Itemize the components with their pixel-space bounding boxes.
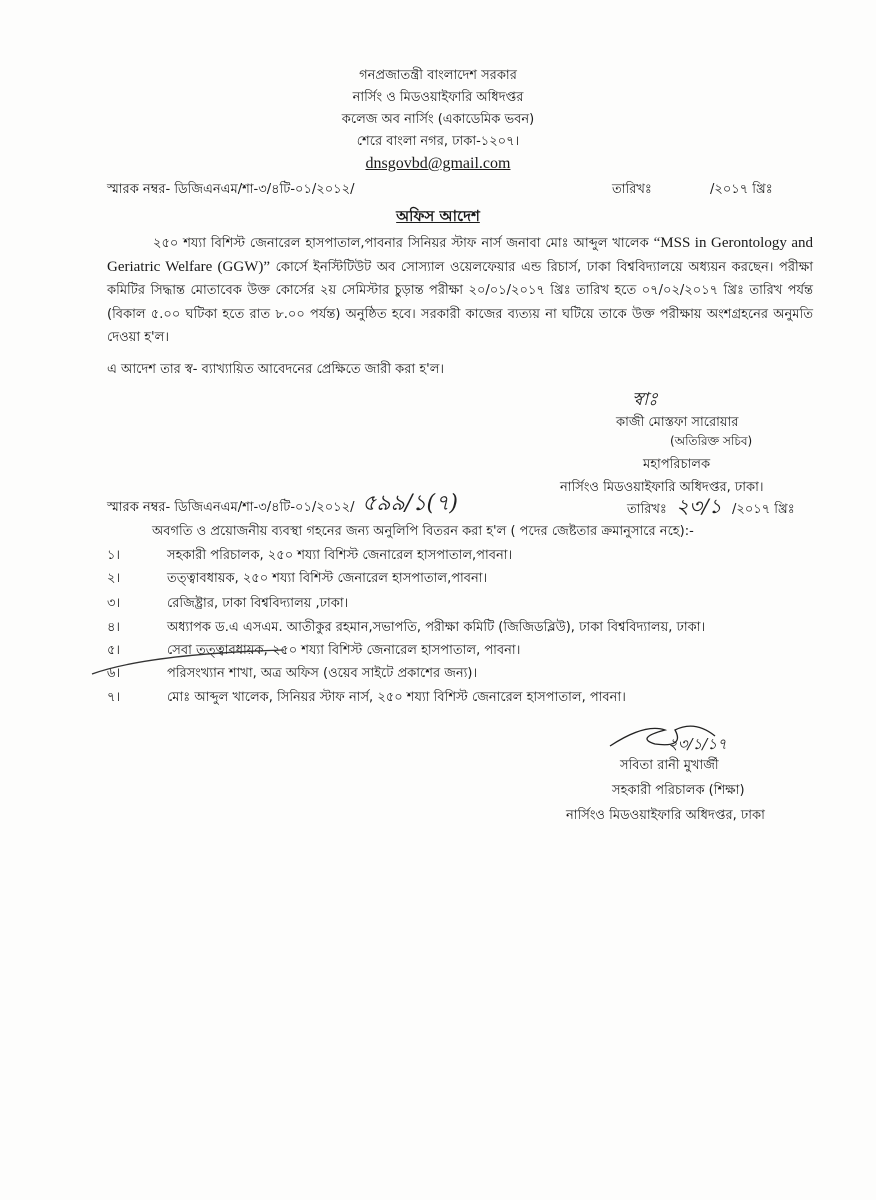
signatory-2-designation: সহকারী পরিচালক (শিক্ষা) [612, 783, 745, 798]
item-text: রেজিষ্ট্রার, ঢাকা বিশ্ববিদ্যালয় ,ঢাকা। [167, 596, 349, 611]
item-text: পরিসংখ্যান শাখা, অত্র অফিস (ওয়েব সাইটে প্রকাশের জন্য)। [167, 666, 478, 681]
item-number: ৬। [107, 666, 121, 681]
memo-2-number: স্মারক নম্বর- ডিজিএনএম/শা-৩/৪টি-০১/২০১২/ [107, 500, 355, 515]
distribution-intro: অবগতি ও প্রয়োজনীয় ব্যবস্থা গহনের জন্য অনুলিপি বিতরন করা হ'ল ( পদের জেষ্টতার ক্রমানুসারে নহে):- [152, 524, 694, 539]
item-text: মোঃ আব্দুল খালেক, সিনিয়র স্টাফ নার্স, ২৫০ শয্যা বিশিস্ট জেনারেল হাসপাতাল, পাবনা। [167, 690, 626, 705]
distribution-item [107, 546, 512, 567]
item-text: সহকারী পরিচালক, ২৫০ শয্যা বিশিস্ট জেনারেল হাসপাতাল,পাবনা। [167, 548, 513, 563]
header-line-3: কলেজ অব নার্সিং (একাডেমিক ভবন) [341, 112, 535, 127]
document-title: অফিস আদেশ [396, 207, 480, 225]
memo-2-date-suffix: /২০১৭ খ্রিঃ [732, 502, 795, 517]
memo-2-handwritten-number: ৫৯৯/১(৭) [362, 491, 458, 516]
signatory-2-office: নার্সিংও মিডওয়াইফারি অধিদপ্তর, ঢাকা [566, 808, 765, 823]
course-name: “MSS in Gerontology and Geriatric Welfare (GGW)” [107, 235, 813, 275]
memo-date-value: /২০১৭ খ্রিঃ [710, 182, 773, 197]
header-line-4: শেরে বাংলা নগর, ঢাকা-১২০৭। [356, 134, 520, 149]
memo-date-label: তারিখঃ [612, 182, 652, 197]
item-number: ৫। [107, 643, 121, 658]
order-statement: এ আদেশ তার স্ব- ব্যাখ্যায়িত আবেদনের প্রেক্ষিতে জারী করা হ'ল। [107, 362, 445, 377]
item-text: তত্ত্বাবধায়ক, ২৫০ শয্যা বিশিস্ট জেনারেল হাসপাতাল,পাবনা। [167, 571, 488, 586]
signatory-1-rank: (অতিরিক্ত সচিব) [670, 434, 753, 448]
paragraph-text: ২৫০ শয্যা বিশিস্ট জেনারেল হাসপাতাল,পাবনার সিনিয়র স্টাফ নার্স জনাবা মোঃ আব্দুল খালেক [153, 236, 654, 251]
signature-1: স্বাঃ [632, 389, 658, 410]
item-number: ২। [107, 571, 121, 586]
header-line-2: নার্সিং ও মিডওয়াইফারি অধিদপ্তর [352, 90, 524, 105]
item-number: ৭। [107, 690, 121, 705]
item-text: অধ্যাপক ড.এ এসএম. আতীকুর রহমান,সভাপতি, পরীক্ষা কমিটি (জিজিডব্লিউ), ঢাকা বিশ্ববিদ্যালয়, ঢাকা। [167, 620, 706, 635]
memo-2-date-label: তারিখঃ [627, 502, 667, 517]
item-number: ৪। [107, 620, 121, 635]
distribution-item [107, 688, 626, 709]
signatory-1-office: নার্সিংও মিডওয়াইফারি অধিদপ্তর, ঢাকা। [560, 480, 764, 495]
item-number: ৩। [107, 596, 121, 611]
item-text: সেবা তত্ত্বাবধায়ক, ২৫০ শয্যা বিশিস্ট জেনারেল হাসপাতাল, পাবনা। [167, 643, 521, 658]
header-email: dnsgovbd@gmail.com [365, 155, 511, 172]
signatory-1-designation: মহাপরিচালক [643, 457, 711, 472]
distribution-item [107, 618, 705, 639]
header-line-1: গনপ্রজাতন্ত্রী বাংলাদেশ সরকার [359, 68, 517, 83]
signature-2-date: ২৩/১/১৭ [668, 735, 727, 753]
paragraph-text: কোর্সে ইনস্টিটিউট অব সোস্যাল ওয়েলফেয়ার এন্ড রিচার্স, ঢাকা বিশ্ববিদ্যালয়ে অধ্যয়ন করছেন। পরীক্ষা কমিটির সিদ্ধান্ত মোতাবেক উক্ত কোর্সের ২য় সেমিস্টার চুড়ান্ত পরীক্ষা ২০/০১/২০১৭ খ্রিঃ তারিখ হতে ০৭/০২/২০১৭ খ্রিঃ তারিখ পর্যন্ত (বিকাল ৫.০০ ঘটিকা হতে রাত ৮.০০ পর্যন্ত) অনুষ্ঠিত হবে। সরকারী কাজের ব্যত্যয় না ঘটিয়ে তাকে উক্ত পরীক্ষায় অংশগ্রহনের অনুমতি দেওয়া হ'ল। [107, 259, 813, 345]
handwritten-mark [88, 640, 288, 680]
item-number: ১। [107, 548, 121, 563]
memo-number: স্মারক নম্বর- ডিজিএনএম/শা-৩/৪টি-০১/২০১২/ [107, 182, 355, 197]
distribution-item [107, 594, 348, 615]
signatory-1-name: কাজী মোস্তফা সারোয়ার [616, 415, 739, 430]
distribution-item [107, 569, 487, 590]
signatory-2-name: সবিতা রানী মুখার্জী [620, 758, 719, 773]
body-paragraph [107, 232, 813, 350]
memo-2-date-handwritten: ২৩/১ [676, 494, 722, 518]
